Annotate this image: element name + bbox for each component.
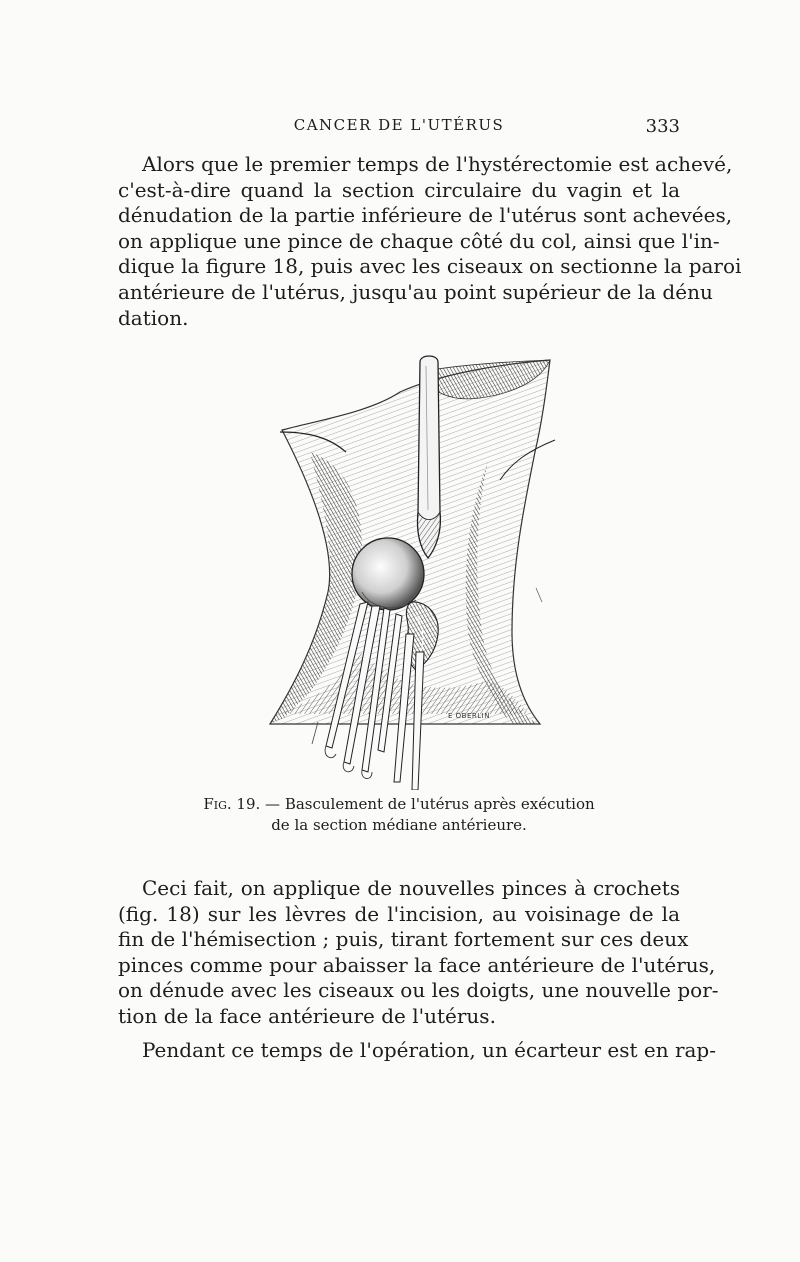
paragraph-line: on dénude avec les ciseaux ou les doigts, une nouvelle por- [118, 978, 719, 1003]
page-number: 333 [645, 116, 680, 137]
running-title: CANCER DE L'UTÉRUS [293, 116, 505, 134]
surgical-illustration [250, 352, 560, 790]
paragraph-line: on applique une pince de chaque côté du col, ainsi que l'in- [118, 228, 720, 253]
running-head [118, 116, 680, 140]
paragraph-line: Alors que le premier temps de l'hystérectomie est achevé, [142, 152, 733, 176]
paragraph-line: tion de la face antérieure de l'utérus. [118, 1003, 496, 1028]
paragraph-line: dénudation de la partie inférieure de l'utérus sont achevées, [118, 203, 733, 228]
paragraph-1 [118, 152, 742, 331]
paragraph-line: dation. [118, 305, 189, 330]
paragraph-line: Pendant ce temps de l'opération, un écarteur est en rap- [142, 1038, 716, 1062]
paragraph-line: antérieure de l'utérus, jusqu'au point supérieur de la dénu [118, 279, 713, 304]
paragraph-line: c'est-à-dire quand la section circulaire du vagin et la [118, 177, 680, 202]
figure-caption-label: Fig. 19. [203, 795, 261, 813]
paragraph-line: Ceci fait, on applique de nouvelles pinces à crochets [142, 876, 680, 900]
engraver-signature: E OBERLIN [448, 712, 490, 720]
figure-caption-continuation: de la section médiane antérieure. [271, 816, 527, 834]
paragraph-line: dique la figure 18, puis avec les ciseaux on sectionne la paroi [118, 254, 742, 279]
figure-caption [118, 794, 680, 815]
paragraph-2 [118, 876, 719, 1030]
paragraph-line: (fig. 18) sur les lèvres de l'incision, au voisinage de la [118, 901, 680, 926]
figure-caption-text: — Basculement de l'utérus après exécution [265, 795, 595, 813]
paragraph-3 [118, 1038, 716, 1064]
paragraph-line: fin de l'hémisection ; puis, tirant fortement sur ces deux [118, 927, 689, 952]
paragraph-line: pinces comme pour abaisser la face antérieure de l'utérus, [118, 952, 716, 977]
